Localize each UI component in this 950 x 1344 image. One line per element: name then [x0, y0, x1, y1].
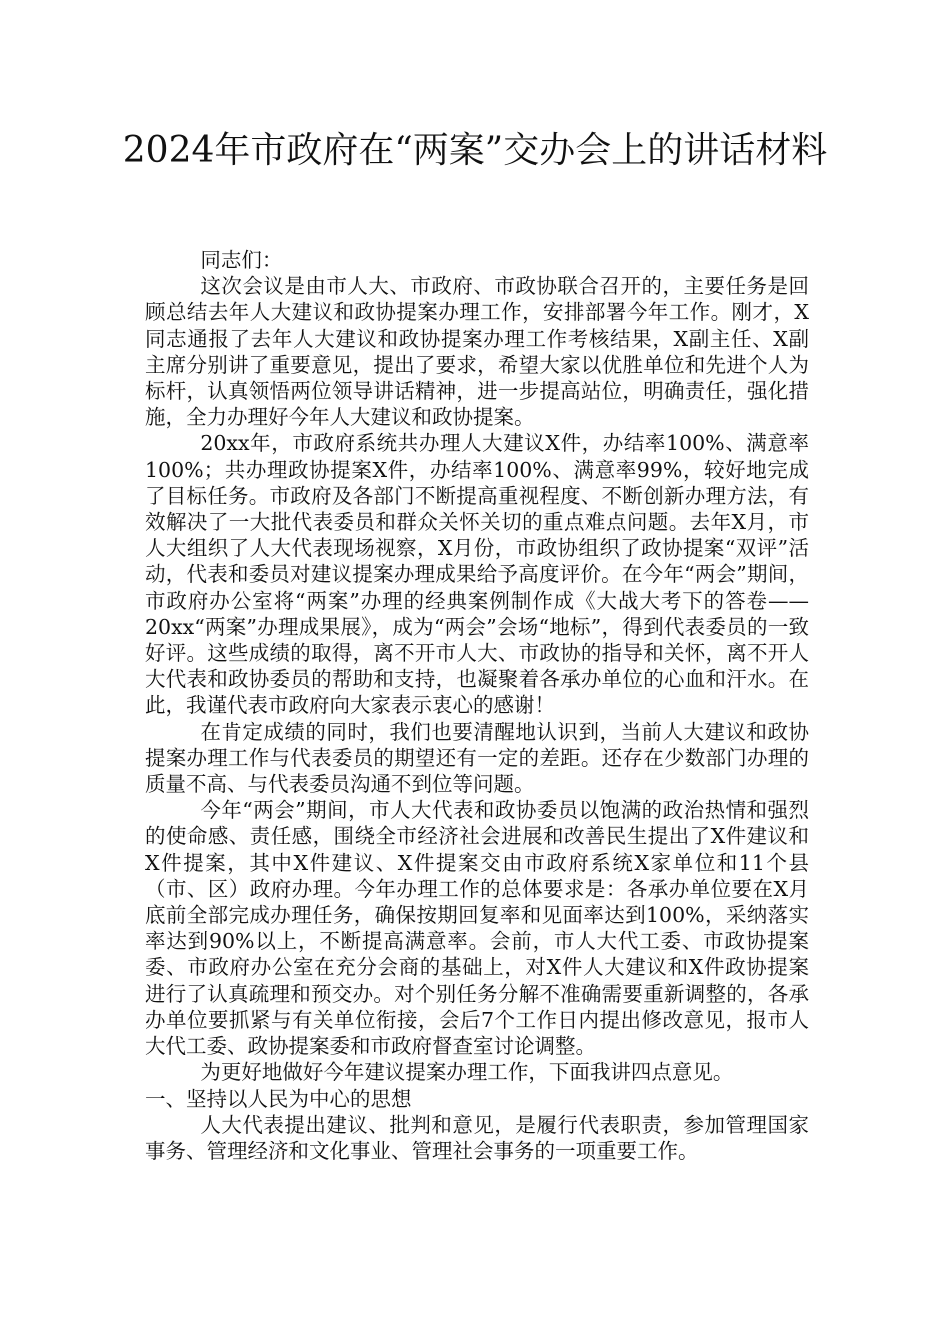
- section-heading-1: 一、坚持以人民为中心的思想: [145, 1086, 412, 1111]
- document-body: [145, 247, 809, 1164]
- paragraph-opening: 这次会议是由市人大、市政府、市政协联合召开的，主要任务是回顾总结去年人大建议和政协提案办理工作，安排部署今年工作。刚才，X同志通报了去年人大建议和政协提案办理工作考核结果，X副主任、X副主席分别讲了重要意见，提出了要求，希望大家以优胜单位和先进个人为标杆，认真领悟两位领导讲话精神，进一步提高站位，明确责任，强化措施，全力办理好今年人大建议和政协提案。: [145, 274, 809, 430]
- paragraph-section-1: 人大代表提出建议、批判和意见，是履行代表职责，参加管理国家事务、管理经济和文化事业、管理社会事务的一项重要工作。: [145, 1112, 809, 1163]
- paragraph-achievements: 20xx年，市政府系统共办理人大建议X件，办结率100%、满意率100%；共办理政协提案X件，办结率100%、满意率99%，较好地完成了目标任务。市政府及各部门不断提高重视程度、不断创新办理方法，有效解决了一大批代表委员和群众关怀关切的重点难点问题。去年X月，市人大组织了人大代表现场视察，X月份，市政协组织了政协提案“双评”活动，代表和委员对建议提案办理成果给予高度评价。在今年“两会”期间，市政府办公室将“两案”办理的经典案例制作成《大战大考下的答卷——20xx“两案”办理成果展》，成为“两会”会场“地标”，得到代表委员的一致好评。这些成绩的取得，离不开市人大、市政协的指导和关怀，离不开人大代表和政协委员的帮助和支持，也凝聚着各承办单位的心血和汗水。在此，我谨代表市政府向大家表示衷心的感谢！: [145, 431, 809, 718]
- paragraph-this-year: 今年“两会”期间，市人大代表和政协委员以饱满的政治热情和强烈的使命感、责任感，围绕全市经济社会进展和改善民生提出了X件建议和X件提案，其中X件建议、X件提案交由市政府系统X家单位和11个县（市、区）政府办理。今年办理工作的总体要求是：各承办单位要在X月底前全部完成办理任务，确保按期回复率和见面率达到100%，采纳落实率达到90%以上，不断提高满意率。会前，市人大代工委、市政协提案委、市政府办公室在充分会商的基础上，对X件人大建议和X件政协提案进行了认真疏理和预交办。对个别任务分解不准确需要重新调整的，各承办单位要抓紧与有关单位衔接，会后7个工作日内提出修改意见，报市人大代工委、政协提案委和市政府督查室讨论调整。: [145, 798, 809, 1059]
- salutation: 同志们：: [200, 248, 283, 272]
- document-title: 2024年市政府在“两案”交办会上的讲话材料: [122, 130, 828, 171]
- paragraph-shortcomings: 在肯定成绩的同时，我们也要清醒地认识到，当前人大建议和政协提案办理工作与代表委员的期望还有一定的差距。还存在少数部门办理的质量不高、与代表委员沟通不到位等问题。: [145, 719, 809, 797]
- paragraph-transition: 为更好地做好今年建议提案办理工作，下面我讲四点意见。: [200, 1060, 734, 1085]
